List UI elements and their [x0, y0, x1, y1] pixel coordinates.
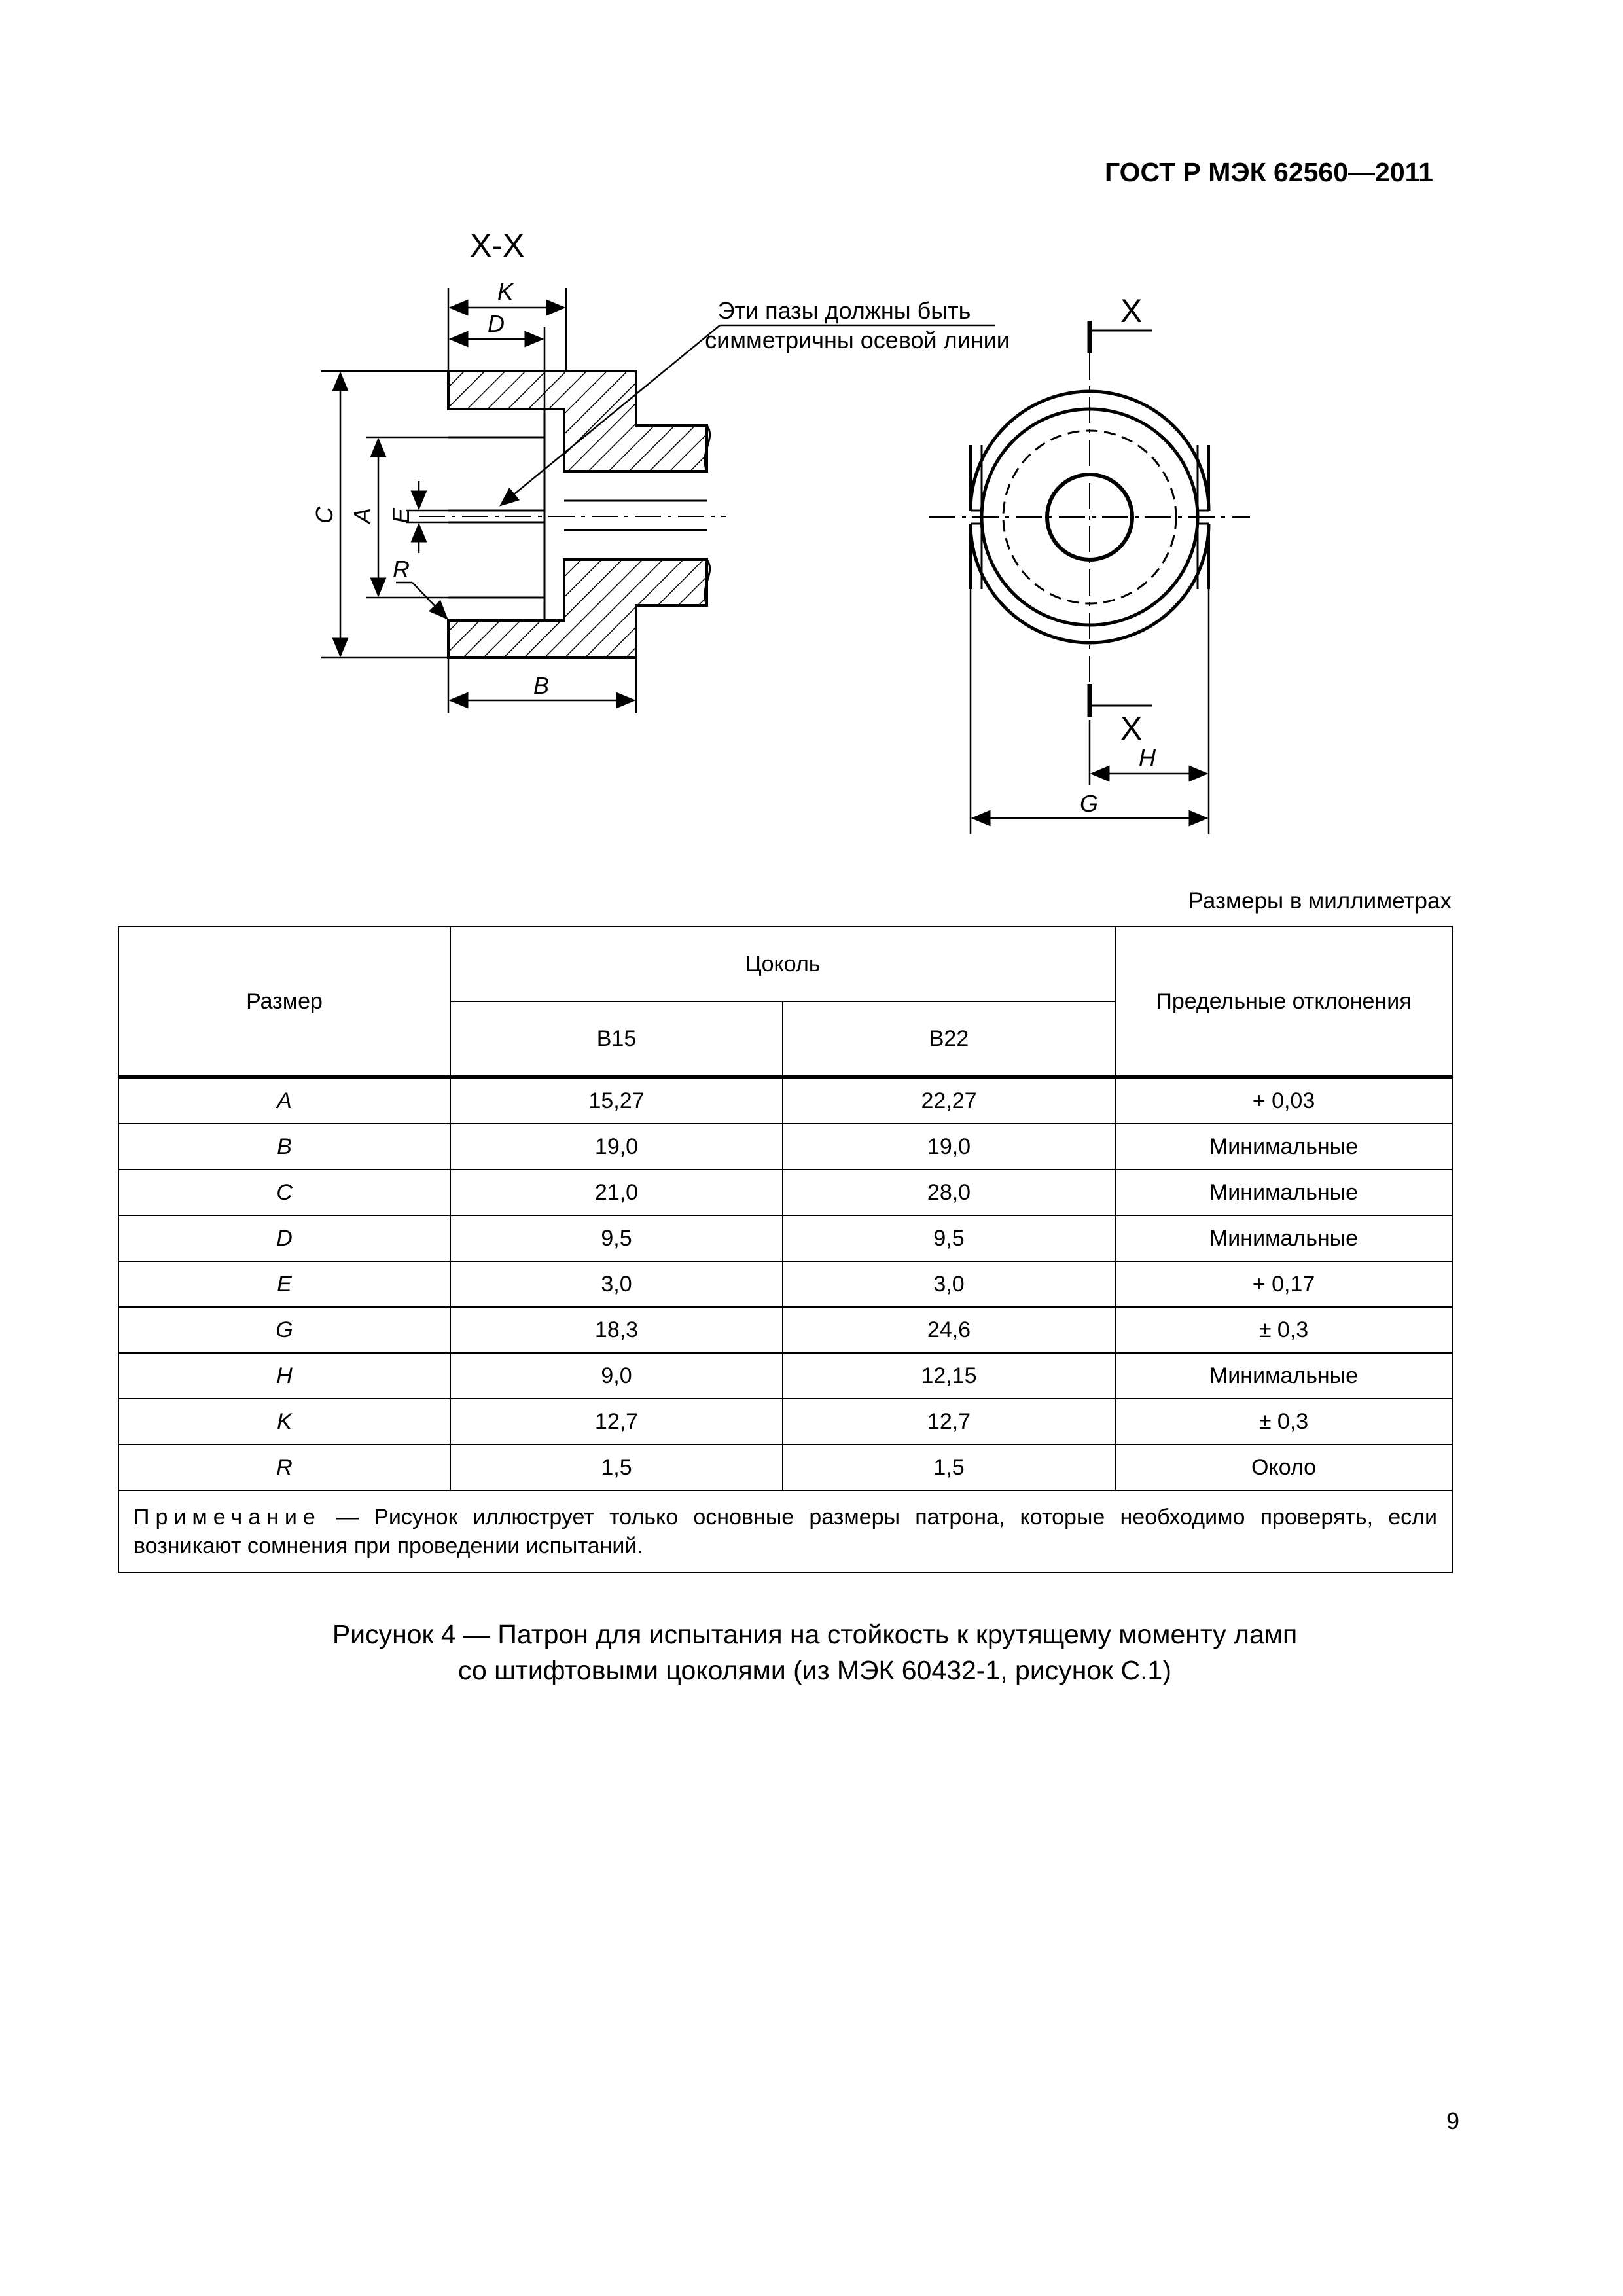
- dim-label-g: G: [1080, 790, 1099, 817]
- callout-line-1: Эти пазы должны быть: [717, 297, 971, 324]
- dim-label-d: D: [488, 310, 505, 337]
- front-view: [929, 321, 1250, 717]
- cell-b15: 3,0: [450, 1261, 783, 1307]
- section-mark-x-bottom: X: [1120, 710, 1143, 747]
- header-b22: B22: [783, 1001, 1115, 1077]
- note-text: — Рисунок иллюструет только основные размеры патрона, которые необходимо проверять, если возникают сомнения при проведении испытаний.: [134, 1505, 1438, 1558]
- cell-tolerance: ± 0,3: [1115, 1399, 1452, 1444]
- dimensions-table: [118, 926, 1453, 1573]
- cell-b15: 9,0: [450, 1353, 783, 1399]
- cell-symbol: G: [118, 1307, 450, 1353]
- dim-label-a: A: [349, 507, 376, 524]
- cell-tolerance: + 0,17: [1115, 1261, 1452, 1307]
- table-row: [118, 1353, 1452, 1399]
- cell-tolerance: Минимальные: [1115, 1215, 1452, 1261]
- dim-label-e: E: [387, 507, 414, 524]
- cell-b15: 18,3: [450, 1307, 783, 1353]
- cell-tolerance: + 0,03: [1115, 1077, 1452, 1124]
- cell-symbol: D: [118, 1215, 450, 1261]
- cell-b22: 28,0: [783, 1170, 1115, 1215]
- cell-b15: 12,7: [450, 1399, 783, 1444]
- note-label: Примечание: [134, 1505, 321, 1530]
- cell-symbol: A: [118, 1077, 450, 1124]
- cell-b22: 12,7: [783, 1399, 1115, 1444]
- cell-b22: 3,0: [783, 1261, 1115, 1307]
- cell-tolerance: Минимальные: [1115, 1170, 1452, 1215]
- table-note: [118, 1490, 1452, 1573]
- cell-b22: 19,0: [783, 1124, 1115, 1170]
- table-row: [118, 1124, 1452, 1170]
- cell-b22: 24,6: [783, 1307, 1115, 1353]
- cell-b15: 9,5: [450, 1215, 783, 1261]
- section-view: [419, 371, 726, 658]
- cell-b15: 1,5: [450, 1444, 783, 1490]
- callout-line-2: симметричны осевой линии: [705, 327, 1010, 353]
- caption-line-1: Рисунок 4 — Патрон для испытания на стойкость к крутящему моменту ламп: [332, 1619, 1298, 1649]
- cell-tolerance: Около: [1115, 1444, 1452, 1490]
- header-b15: B15: [450, 1001, 783, 1077]
- cell-symbol: K: [118, 1399, 450, 1444]
- table-row: [118, 1444, 1452, 1490]
- header-size: Размер: [118, 927, 450, 1077]
- cell-symbol: R: [118, 1444, 450, 1490]
- dim-label-c: C: [311, 507, 338, 524]
- table-row: [118, 1261, 1452, 1307]
- cell-b22: 1,5: [783, 1444, 1115, 1490]
- cell-tolerance: ± 0,3: [1115, 1307, 1452, 1353]
- cell-b15: 19,0: [450, 1124, 783, 1170]
- table-body: [118, 1077, 1452, 1491]
- header-tolerance: Предельные отклонения: [1115, 927, 1452, 1077]
- cell-b22: 12,15: [783, 1353, 1115, 1399]
- cell-symbol: E: [118, 1261, 450, 1307]
- dim-label-b: B: [533, 672, 550, 699]
- cell-b22: 22,27: [783, 1077, 1115, 1124]
- cell-tolerance: Минимальные: [1115, 1353, 1452, 1399]
- table-row: [118, 1399, 1452, 1444]
- table-row: [118, 1077, 1452, 1124]
- section-mark-x-top: X: [1120, 293, 1143, 329]
- table-row: [118, 1215, 1452, 1261]
- page-number: 9: [1446, 2108, 1459, 2134]
- dim-label-h: H: [1139, 744, 1156, 771]
- cell-b15: 21,0: [450, 1170, 783, 1215]
- table-row: [118, 1307, 1452, 1353]
- header-base: Цоколь: [450, 927, 1115, 1001]
- dim-label-r: R: [393, 556, 410, 583]
- cell-b22: 9,5: [783, 1215, 1115, 1261]
- table-row: [118, 1170, 1452, 1215]
- document-code: ГОСТ Р МЭК 62560—2011: [1104, 157, 1433, 187]
- dim-label-k: K: [497, 278, 514, 305]
- cell-tolerance: Минимальные: [1115, 1124, 1452, 1170]
- cell-symbol: H: [118, 1353, 450, 1399]
- front-labels: [1080, 293, 1156, 817]
- figure-caption: [183, 1617, 1446, 1689]
- cell-b15: 15,27: [450, 1077, 783, 1124]
- technical-drawing: [0, 0, 1623, 864]
- section-title: X-X: [470, 227, 525, 264]
- units-note: Размеры в миллиметрах: [1188, 888, 1452, 914]
- cell-symbol: C: [118, 1170, 450, 1215]
- caption-line-2: со штифтовыми цоколями (из МЭК 60432-1, рисунок C.1): [458, 1655, 1171, 1685]
- cell-symbol: B: [118, 1124, 450, 1170]
